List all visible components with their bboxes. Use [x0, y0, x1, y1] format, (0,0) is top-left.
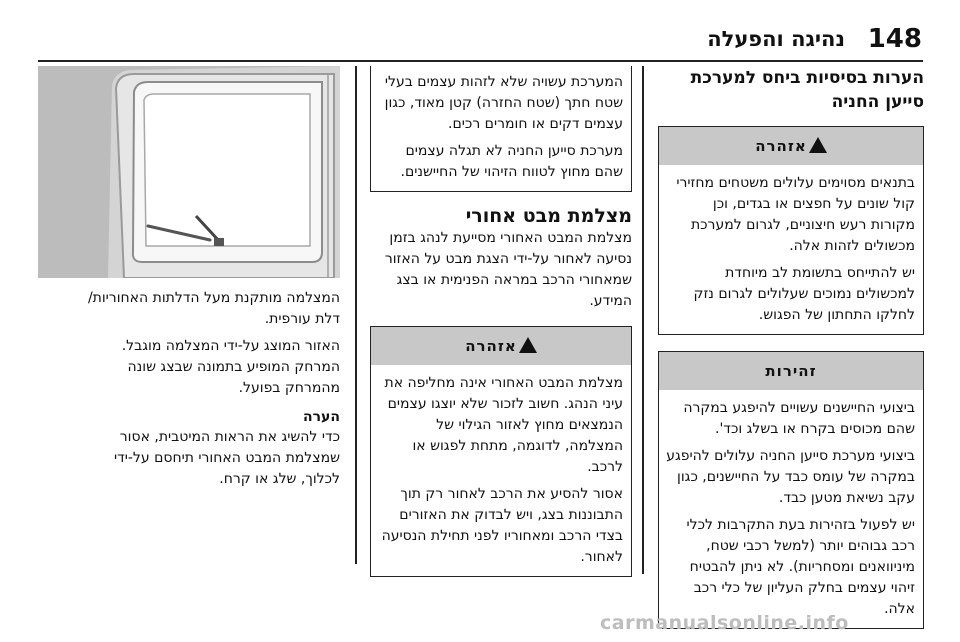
page-number: 148 [867, 24, 922, 54]
note-title: הערה [303, 409, 340, 425]
rear-door-camera-photo [38, 66, 340, 278]
camera-warning-box [370, 326, 632, 577]
page-header [0, 24, 960, 58]
camera-location-paragraph: המצלמה מותקנת מעל הדלתות האחוריות/ דלת עורפית. [87, 290, 340, 327]
camera-range-paragraph: האזור המוצג על-ידי המצלמה מוגבל. המרחק המופיע בתמונה שבצג שונה מהמרחק בפועל. [121, 338, 340, 396]
right-column [658, 66, 924, 629]
intro-paragraph: המערכת עשויה שלא לזהות עצמים בעלי שטח חתך (שטח החזרה) קטן מאוד, כגון עצמים דקים או חומרים רכים. [384, 74, 623, 132]
caution-paragraph: ביצועי החיישנים עשויים להיפגע במקרה שהם מכוסים בקרח או בשלג וכד'. [683, 400, 915, 437]
column-divider-left [355, 66, 357, 564]
warning-box-body [659, 165, 923, 334]
caution-label: זהירות [765, 362, 817, 380]
warning-triangle-icon [809, 137, 827, 153]
watermark: carmanualsonline.info [600, 612, 849, 634]
camera-warning-paragraph: מצלמת המבט האחורי אינה מחליפה את עיני הנהג. חשוב לזכור שלא יוצגו עצמים הנמצאים מחוץ לאזור הגילוי של המצלמה, לדוגמה, מתחת לפגוש או לרכב. [384, 375, 623, 475]
rear-camera-paragraph: מצלמת המבט האחורי מסייעת לנהג בזמן נסיעה לאחור על-ידי הצגת מבט על האזור שמאחורי הרכב במראה הפנימית או בצג המידע. [384, 230, 632, 309]
warning-label: אזהרה [755, 137, 807, 155]
intro-paragraph: מערכת סייען החניה לא תגלה עצמים שהם מחוץ לטווח הזיהוי של החיישנים. [400, 143, 623, 180]
caution-box [658, 351, 924, 629]
caution-paragraph: יש לפעול בזהירות בעת התקרבות לכלי רכב גבוהים יותר (למשל רכבי שטח, מיניוואנים ומסחריות). לא ניתן להבטיח זיהוי עצמים בחלק העליון של כלי רכב אלה. [686, 517, 915, 617]
caution-box-body [659, 390, 923, 628]
middle-column [370, 66, 632, 577]
warning-paragraph: יש להתייחס בתשומת לב מיוחדת למכשולים נמוכים שעלולים לגרום נזק לחלקו התחתון של הפגוש. [693, 265, 915, 323]
warning-paragraph: בתנאים מסוימים עלולים משטחים מחזירי קול שונים על חפצים או בגדים, וכן מקורות רעש חיצוניים, לגרום למערכת מכשולים לזהות אלה. [676, 175, 915, 254]
note-text: כדי להשיג את הראות המיטבית, אסור שמצלמת המבט האחורי תיחסם על-ידי לכלוך, שלג או קרח. [113, 429, 340, 487]
column-divider-right [642, 66, 644, 574]
camera-warning-paragraph: אסור להסיע את הרכב לאחור רק תוך התבוננות בצג, ויש לבדוק את האזורים בצדי הרכב ומאחוריו לפני תחילת הנסיעה לאחור. [381, 486, 623, 565]
intro-text [370, 66, 632, 192]
rear-camera-heading: מצלמת מבט אחורי [465, 205, 632, 227]
parking-assist-heading: הערות בסיסיות ביחס למערכת סייען החניה [690, 68, 924, 112]
caution-box-header [659, 352, 923, 390]
page-title: נהיגה והפעלה [707, 27, 845, 51]
warning-box-header [659, 127, 923, 165]
warning-triangle-icon [519, 337, 537, 353]
camera-warning-header [371, 327, 631, 365]
left-column [78, 288, 340, 490]
camera-warning-body [371, 365, 631, 576]
caution-paragraph: ביצועי מערכת סייען החניה עלולים להיפגע במקרה של עומס כבד על החיישנים, כגון עקב נשיאת מטען כבד. [666, 448, 915, 506]
header-rule [38, 60, 923, 62]
camera-warning-label: אזהרה [465, 337, 517, 355]
warning-box [658, 126, 924, 335]
